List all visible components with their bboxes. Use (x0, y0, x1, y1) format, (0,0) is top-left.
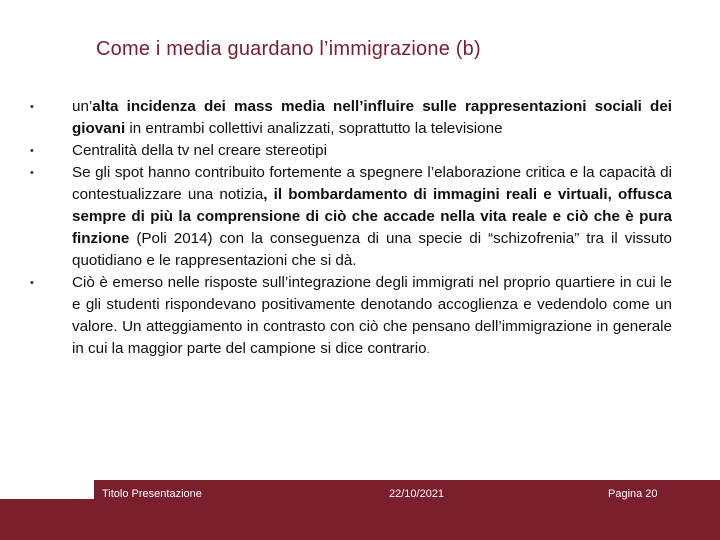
bullet-1-bold: alta incidenza dei mass media nell’influire sulle rappresentazioni sociali dei giovani (72, 98, 672, 137)
bullet-4-period: . (426, 344, 430, 356)
bullet-marker: • (30, 167, 34, 179)
bullet-2-part-1: Centralità della tv nel creare stereotipi (72, 142, 327, 159)
list-item (30, 272, 672, 361)
bullet-list (30, 96, 672, 361)
bullet-marker: • (30, 277, 34, 289)
slide-title: Come i media guardano l’immigrazione (b) (96, 38, 481, 60)
bullet-marker: • (30, 145, 34, 157)
list-item (30, 96, 672, 140)
bullet-1-part-1: un’ (72, 98, 93, 115)
footer-presentation-title: Titolo Presentazione (102, 488, 202, 500)
bullet-3-part-3: (Poli 2014) con la conseguenza di una specie di “schizofrenia” tra il vissuto quotidiano e le rappresentazioni che si dà. (72, 230, 672, 269)
bullet-4-part-1: Ciò è emerso nelle risposte sull’integrazione degli immigrati nel proprio quartiere in cui le e gli studenti rispondevano positivamente denotando accoglienza e vedendolo come un valore. Un atteggiamento in contrasto con ciò che pensano dell’immigrazione in generale in cui la maggior parte del campione si dice contrario (72, 274, 672, 357)
bullet-3-part-1: Se gli spot hanno contribuito fortemente a spegnere l’elaborazione critica e la capacità di contestualizzare una notizia (72, 164, 672, 203)
list-item (30, 140, 672, 162)
footer-page-number: Pagina 20 (608, 488, 658, 500)
bullet-text-1 (72, 96, 672, 140)
footer-date: 22/10/2021 (389, 488, 445, 500)
footer-notch (0, 480, 94, 499)
bullet-marker: • (30, 101, 34, 113)
list-item (30, 162, 672, 272)
bullet-1-part-3: in entrambi collettivi analizzati, soprattutto la televisione (125, 120, 503, 137)
bullet-text-4 (72, 272, 672, 361)
bullet-text-2 (72, 140, 672, 162)
bullet-text-3 (72, 162, 672, 272)
bullet-3-bold: , il bombardamento di immagini reali e virtuali, offusca sempre di più la comprensione di ciò che accade nella vita reale e ciò che è pura finzione (72, 186, 672, 247)
